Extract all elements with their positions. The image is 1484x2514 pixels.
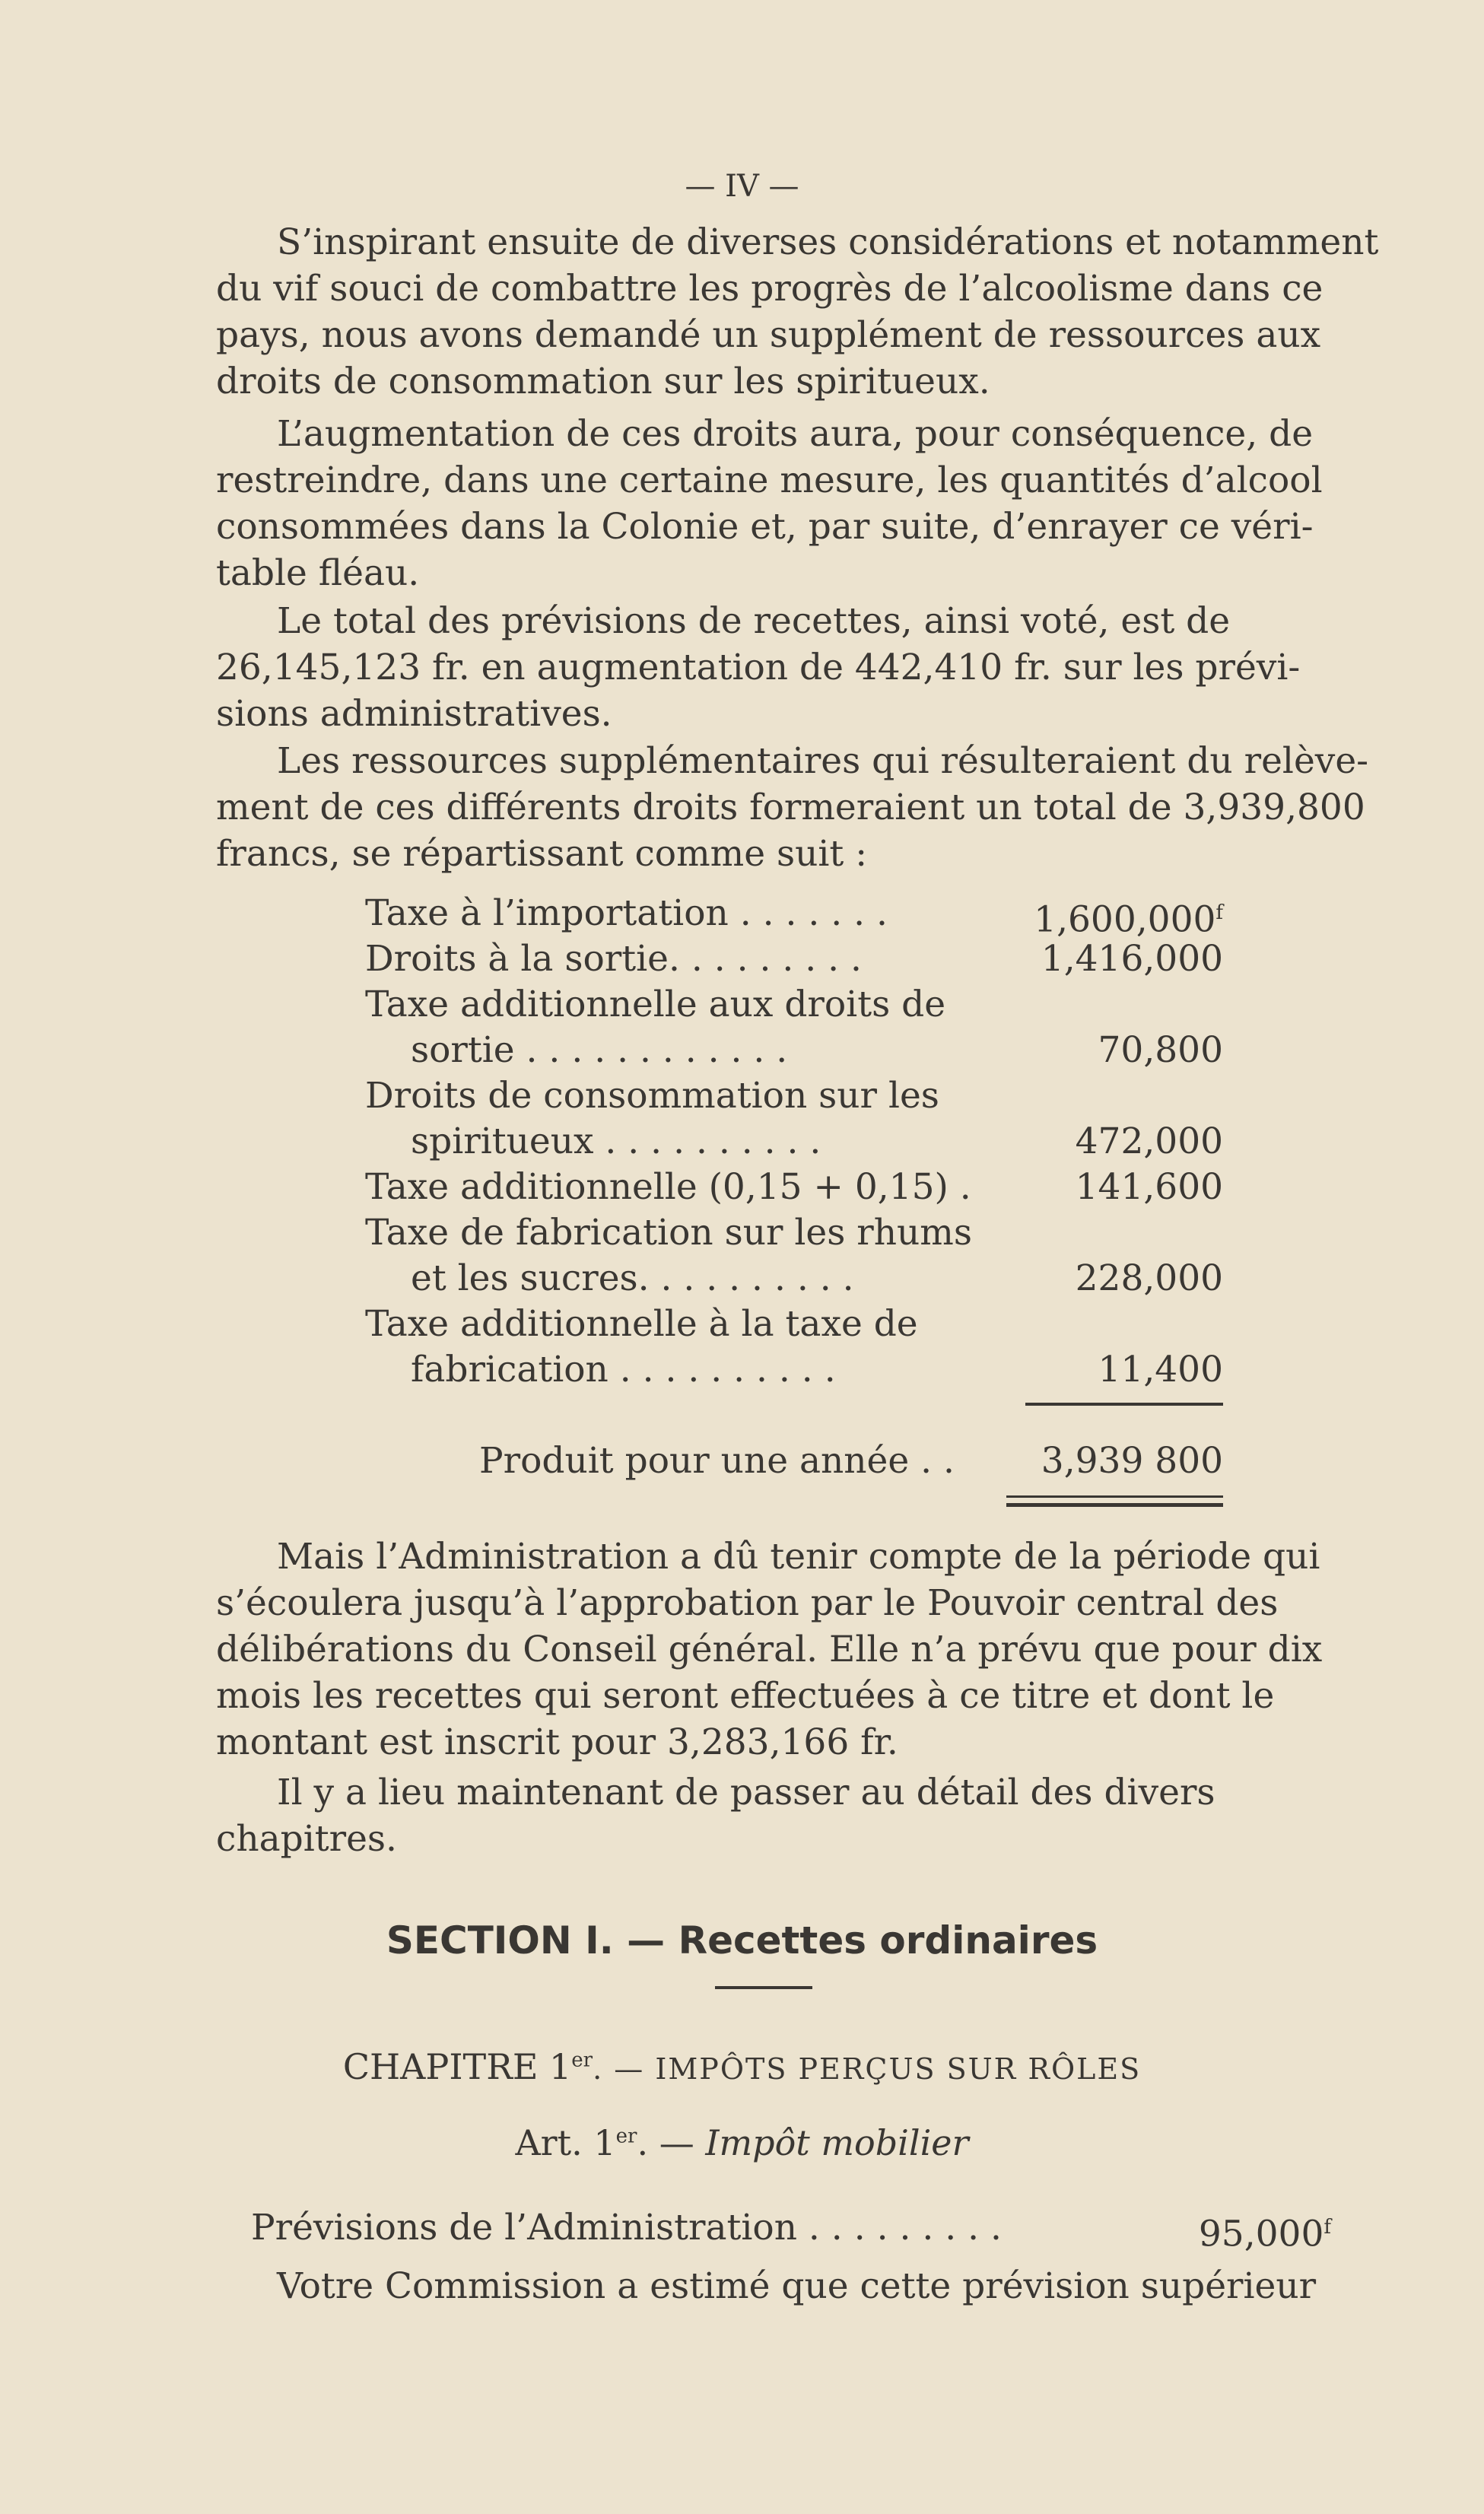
prevision-label: Prévisions de l’Administration . . . . . . . . .: [251, 2207, 1002, 2249]
table-row: [365, 1073, 1223, 1119]
section-heading: SECTION I. — Recettes ordinaires: [386, 1918, 1098, 1963]
table-row: [365, 981, 1223, 1028]
text-line: délibérations du Conseil général. Elle n’a prévu que pour dix: [216, 1629, 1323, 1670]
row-label-continued: et les sucres. . . . . . . . . .: [411, 1257, 854, 1299]
paragraph-6: [216, 1769, 1390, 1862]
paragraph-7: [216, 2263, 1390, 2309]
text-line: Le total des prévisions de recettes, ainsi voté, est de: [277, 600, 1231, 642]
table-row: [365, 1301, 1223, 1347]
text-line: Mais l’Administration a dû tenir compte de la période qui: [277, 1536, 1320, 1578]
text-line: du vif souci de combattre les progrès de l’alcoolisme dans ce: [216, 268, 1324, 310]
text-line: chapitres.: [216, 1818, 397, 1860]
table-row: [365, 1027, 1223, 1073]
row-amount: 1,600,000$^f$: [1034, 898, 1223, 941]
text-line: L’augmentation de ces droits aura, pour conséquence, de: [277, 413, 1314, 455]
table-row: [365, 936, 1223, 982]
row-amount: 11,400: [1098, 1349, 1223, 1390]
row-label: Taxe de fabrication sur les rhums: [365, 1212, 972, 1254]
text-line: pays, nous avons demandé un supplément de ressources aux: [216, 314, 1321, 356]
chapter-heading: CHAPITRE 1er. — IMPÔTS PERÇUS SUR RÔLES: [342, 2046, 1142, 2087]
page-number: — IV —: [685, 169, 799, 204]
text-line: S’inspirant ensuite de diverses considérations et notamment: [277, 221, 1379, 263]
row-amount: 1,416,000: [1041, 938, 1223, 980]
text-line: droits de consommation sur les spiritueux.: [216, 361, 990, 402]
sum-rule: [1025, 1403, 1223, 1406]
article-heading: Art. 1er. — Impôt mobilier: [515, 2122, 969, 2163]
row-amount: 472,000: [1075, 1120, 1223, 1162]
row-label: Taxe additionnelle à la taxe de: [365, 1303, 918, 1345]
row-label: Taxe à l’importation . . . . . . .: [365, 892, 888, 934]
paragraph-5: [216, 1534, 1390, 1766]
row-label-continued: sortie . . . . . . . . . . . .: [411, 1029, 788, 1071]
row-label-continued: fabrication . . . . . . . . . .: [411, 1349, 836, 1390]
table-row: [365, 1209, 1223, 1256]
text-line: table fléau.: [216, 552, 420, 594]
table-row: [365, 1255, 1223, 1301]
revenue-table: [365, 890, 1223, 1514]
row-label-continued: spiritueux . . . . . . . . . .: [411, 1120, 821, 1162]
text-line: s’écoulera jusqu’à l’approbation par le Pouvoir central des: [216, 1582, 1279, 1624]
text-line: restreindre, dans une certaine mesure, les quantités d’alcool: [216, 459, 1323, 501]
row-amount: 141,600: [1075, 1166, 1223, 1208]
text-line: francs, se répartissant comme suit :: [216, 833, 868, 875]
text-line: 26,145,123 fr. en augmentation de 442,410 fr. sur les prévi-: [216, 647, 1301, 688]
total-row: [365, 1438, 1223, 1484]
double-rule-top: [1006, 1495, 1223, 1498]
section-underline: [715, 1986, 812, 1989]
paragraph-4: [216, 738, 1390, 877]
table-row: [365, 890, 1223, 941]
text-line: Il y a lieu maintenant de passer au détail des divers: [277, 1772, 1215, 1813]
paragraph-2: [216, 411, 1390, 596]
text-line: montant est inscrit pour 3,283,166 fr.: [216, 1721, 898, 1763]
text-line: Les ressources supplémentaires qui résulteraient du relève-: [277, 740, 1369, 782]
total-amount: 3,939 800: [1041, 1440, 1223, 1482]
row-label: Taxe additionnelle (0,15 + 0,15) .: [365, 1166, 971, 1208]
row-amount: 70,800: [1098, 1029, 1223, 1071]
total-label: Produit pour une année . .: [479, 1440, 955, 1482]
text-line: ment de ces différents droits formeraient un total de 3,939,800: [216, 787, 1365, 828]
row-amount: 228,000: [1075, 1257, 1223, 1299]
prevision-amount: 95,000$^f$: [1198, 2213, 1331, 2255]
paragraph-1: [216, 219, 1390, 405]
text-line: sions administratives.: [216, 693, 612, 735]
row-label: Droits de consommation sur les: [365, 1075, 939, 1117]
text-line: mois les recettes qui seront effectuées à ce titre et dont le: [216, 1675, 1275, 1717]
row-label: Droits à la sortie. . . . . . . . .: [365, 938, 862, 980]
row-label: Taxe additionnelle aux droits de: [365, 984, 946, 1025]
table-row: [365, 1118, 1223, 1165]
text-line: consommées dans la Colonie et, par suite, d’enrayer ce véri-: [216, 506, 1314, 548]
paragraph-3: [216, 598, 1390, 737]
double-rule-bottom: [1006, 1503, 1223, 1507]
table-row: [365, 1164, 1223, 1210]
table-row: [365, 1346, 1223, 1393]
text-line: Votre Commission a estimé que cette prévision supérieur: [277, 2265, 1317, 2307]
prevision-line: [251, 2204, 1331, 2255]
